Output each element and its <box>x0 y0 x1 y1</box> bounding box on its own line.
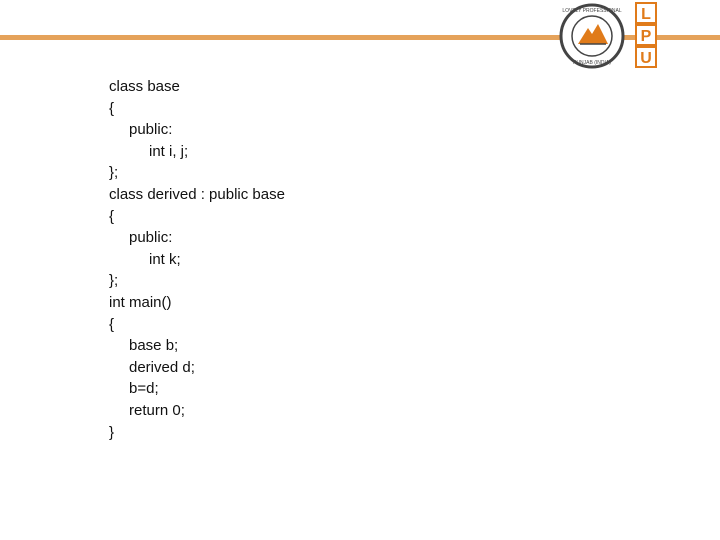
code-line: int i, j; <box>149 142 189 160</box>
code-line: { <box>109 207 115 225</box>
lpu-logo <box>558 2 662 70</box>
code-line: } <box>109 423 115 441</box>
code-line: class base <box>109 78 180 95</box>
code-line: public: <box>129 229 173 247</box>
code-line: return 0; <box>129 401 185 419</box>
lpu-seal-icon <box>558 2 662 70</box>
svg-text:U: U <box>640 50 652 67</box>
code-line: }; <box>109 164 119 182</box>
code-line: b=d; <box>129 380 159 398</box>
code-line: base b; <box>129 337 179 355</box>
code-line: }; <box>109 272 119 290</box>
code-line: int main() <box>109 293 172 311</box>
svg-text:LOVELY PROFESSIONAL: LOVELY PROFESSIONAL <box>562 8 622 14</box>
svg-text:PUNJAB (INDIA): PUNJAB (INDIA) <box>573 60 611 66</box>
code-line: int k; <box>149 250 181 268</box>
code-line: public: <box>129 121 173 139</box>
code-line: derived d; <box>129 358 195 376</box>
code-line: class derived : public base <box>109 185 285 203</box>
svg-text:P: P <box>640 28 652 45</box>
code-line: { <box>109 315 115 333</box>
code-snippet <box>109 76 285 443</box>
svg-text:L: L <box>641 6 651 23</box>
code-line: { <box>109 99 115 117</box>
